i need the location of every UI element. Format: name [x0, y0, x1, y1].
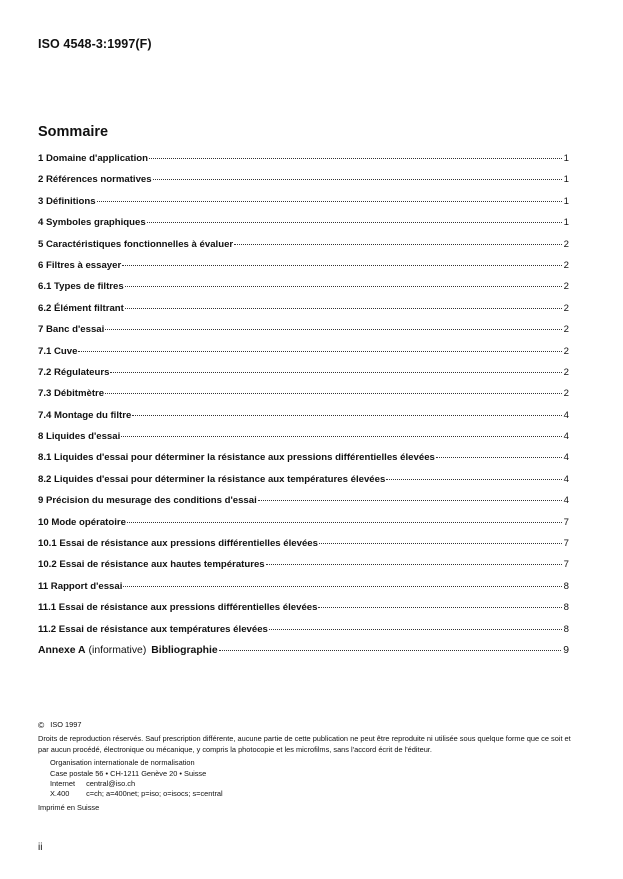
toc-entry-page: 2: [563, 238, 569, 250]
toc-entry[interactable]: [38, 300, 569, 321]
toc-entry-page: 8: [563, 580, 569, 592]
toc-entry[interactable]: [38, 236, 569, 257]
toc-entry-label: 10.1 Essai de résistance aux pressions différentielles élevées: [38, 538, 318, 550]
toc-entry-page: 7: [563, 559, 569, 571]
toc-entry-page: 2: [563, 259, 569, 271]
dot-leader: [318, 607, 561, 608]
toc-entry-label: 9 Précision du mesurage des conditions d'essai: [38, 495, 257, 507]
toc-entry-label: 11 Rapport d'essai: [38, 580, 123, 592]
toc-entry-page: 8: [563, 602, 569, 614]
toc-entry[interactable]: [38, 599, 569, 620]
toc-entry[interactable]: [38, 428, 569, 449]
toc-entry-page: 8: [563, 623, 569, 635]
table-of-contents: [38, 150, 569, 663]
toc-entry-page: 2: [563, 281, 569, 293]
toc-entry-label: 6.1 Types de filtres: [38, 281, 124, 293]
toc-entry[interactable]: [38, 214, 569, 235]
toc-entry[interactable]: [38, 171, 569, 192]
toc-entry[interactable]: [38, 150, 569, 171]
postal-address: Case postale 56 • CH-1211 Genève 20 • Suisse: [50, 768, 207, 778]
internet-value: central@iso.ch: [86, 779, 136, 789]
toc-entry-label: 11.1 Essai de résistance aux pressions différentielles élevées: [38, 602, 318, 614]
copyright-text: ISO 1997: [50, 720, 82, 729]
dot-leader: [436, 457, 562, 458]
toc-entry-page: 4: [563, 431, 569, 443]
toc-entry[interactable]: [38, 385, 569, 406]
annex-label: [38, 642, 218, 660]
toc-entry-label: 7 Banc d'essai: [38, 324, 105, 336]
dot-leader: [386, 479, 561, 480]
dot-leader: [122, 265, 561, 266]
toc-entry-page: 7: [563, 538, 569, 550]
toc-entry-page: 4: [563, 409, 569, 421]
page-number: ii: [38, 842, 43, 853]
dot-leader: [234, 244, 562, 245]
toc-entry[interactable]: [38, 321, 569, 342]
dot-leader: [97, 201, 562, 202]
toc-entry-label: 7.3 Débitmètre: [38, 388, 105, 400]
footer: [38, 720, 578, 813]
annex-title: Bibliographie: [151, 644, 218, 656]
toc-entry[interactable]: [38, 193, 569, 214]
dot-leader: [123, 586, 561, 587]
toc-entry-label: 2 Références normatives: [38, 174, 152, 186]
toc-entry-label: 7.1 Cuve: [38, 345, 78, 357]
toc-entry[interactable]: [38, 449, 569, 470]
toc-entry-label: 3 Définitions: [38, 195, 96, 207]
toc-entry[interactable]: [38, 492, 569, 513]
toc-entry-page: 2: [563, 366, 569, 378]
toc-entry-label: 8.2 Liquides d'essai pour déterminer la résistance aux températures élevées: [38, 473, 386, 485]
toc-entry[interactable]: [38, 578, 569, 599]
copyright-line: [38, 720, 578, 730]
toc-entry-page: 1: [563, 217, 569, 229]
dot-leader: [110, 372, 561, 373]
toc-entry[interactable]: [38, 407, 569, 428]
toc-entry-page: 4: [563, 452, 569, 464]
toc-entry-label: 8.1 Liquides d'essai pour déterminer la résistance aux pressions différentielles élevées: [38, 452, 435, 464]
toc-entry-label: 11.2 Essai de résistance aux températures élevées: [38, 623, 268, 635]
internet-key: Internet: [50, 779, 76, 789]
toc-entry-label: 7.2 Régulateurs: [38, 366, 110, 378]
toc-entry-label: 6 Filtres à essayer: [38, 259, 122, 271]
toc-entry-page: 1: [563, 174, 569, 186]
dot-leader: [319, 543, 562, 544]
toc-entry[interactable]: [38, 621, 569, 642]
toc-entry-label: 5 Caractéristiques fonctionnelles à évaluer: [38, 238, 234, 250]
dot-leader: [125, 286, 562, 287]
x400-value: c=ch; a=400net; p=iso; o=isocs; s=central: [86, 789, 223, 799]
toc-entry-page: 2: [563, 302, 569, 314]
toc-entry[interactable]: [38, 556, 569, 577]
toc-entry-label: 10 Mode opératoire: [38, 516, 126, 528]
copyright-icon: ©: [38, 720, 45, 730]
dot-leader: [105, 393, 562, 394]
dot-leader: [219, 650, 562, 651]
dot-leader: [266, 564, 562, 565]
dot-leader: [125, 308, 562, 309]
toc-entry-label: 10.2 Essai de résistance aux hautes températures: [38, 559, 265, 571]
rights-notice: Droits de reproduction réservés. Sauf prescription différente, aucune partie de cette publication ne peut être reproduite ni utilisée sous quelque forme que ce soit et par aucun procédé, électronique ou mécanique, y compris la photocopie et les microfilms, sans l'accord écrit de l'éditeur.: [38, 734, 571, 754]
toc-entry-label: 6.2 Élément filtrant: [38, 302, 124, 314]
dot-leader: [127, 522, 562, 523]
toc-entry-page: 4: [563, 473, 569, 485]
toc-entry[interactable]: [38, 343, 569, 364]
dot-leader: [105, 329, 561, 330]
annex-name: Annexe A: [38, 644, 86, 656]
toc-entry-page: 7: [563, 516, 569, 528]
toc-entry-annex[interactable]: [38, 642, 569, 663]
dot-leader: [153, 179, 562, 180]
x400-line: [50, 789, 578, 799]
annex-type: (informative): [88, 644, 147, 656]
internet-line: [50, 779, 578, 789]
dot-leader: [149, 158, 562, 159]
toc-entry-page: 9: [563, 644, 569, 656]
toc-title: Sommaire: [38, 124, 109, 140]
document-code: ISO 4548-3:1997(F): [38, 37, 152, 51]
toc-entry-page: 4: [563, 495, 569, 507]
toc-entry-page: 2: [563, 324, 569, 336]
toc-entry-page: 2: [563, 388, 569, 400]
toc-entry-label: 1 Domaine d'application: [38, 153, 148, 164]
toc-entry[interactable]: [38, 364, 569, 385]
toc-entry-label: 4 Symboles graphiques: [38, 217, 146, 229]
dot-leader: [269, 629, 562, 630]
toc-entry[interactable]: [38, 471, 569, 492]
toc-entry[interactable]: [38, 535, 569, 556]
org-name: Organisation internationale de normalisation: [50, 758, 195, 768]
toc-entry[interactable]: [38, 278, 569, 299]
toc-entry-page: 2: [563, 345, 569, 357]
toc-entry-label: 7.4 Montage du filtre: [38, 409, 132, 421]
toc-entry-page: 1: [563, 195, 569, 207]
dot-leader: [121, 436, 561, 437]
x400-key: X.400: [50, 789, 70, 799]
dot-leader: [78, 351, 561, 352]
publisher-address: [38, 758, 578, 800]
toc-entry[interactable]: [38, 514, 569, 535]
toc-entry-label: 8 Liquides d'essai: [38, 431, 121, 443]
toc-entry[interactable]: [38, 257, 569, 278]
toc-entry-page: 1: [563, 153, 569, 164]
printed-in: Imprimé en Suisse: [38, 802, 100, 812]
dot-leader: [132, 415, 561, 416]
dot-leader: [258, 500, 562, 501]
dot-leader: [147, 222, 562, 223]
